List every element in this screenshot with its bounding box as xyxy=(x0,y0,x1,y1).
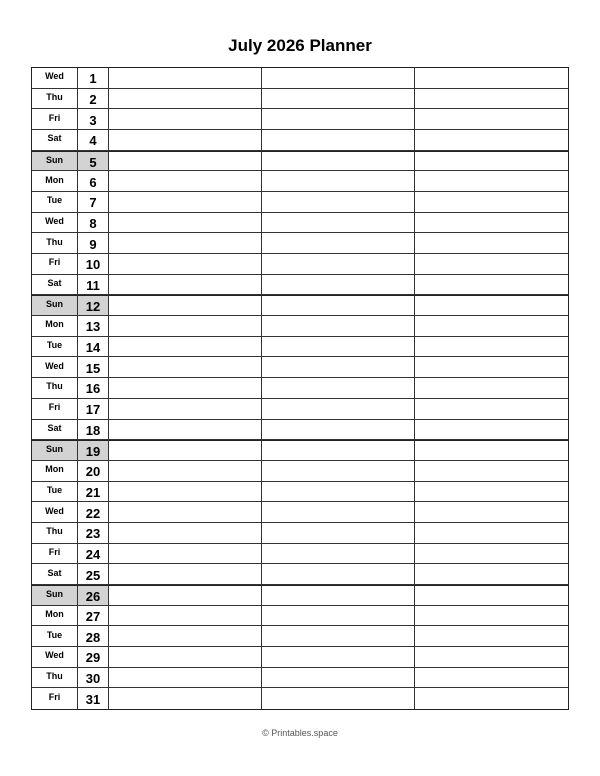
note-cell[interactable] xyxy=(262,130,415,151)
note-cell[interactable] xyxy=(415,171,568,192)
note-cell[interactable] xyxy=(109,357,262,378)
day-of-week-cell: Sun xyxy=(32,295,78,316)
note-cell[interactable] xyxy=(415,89,568,110)
note-cell[interactable] xyxy=(415,275,568,296)
note-cell[interactable] xyxy=(415,440,568,461)
day-number-cell: 5 xyxy=(78,151,109,172)
note-cell[interactable] xyxy=(415,420,568,441)
note-cell[interactable] xyxy=(109,213,262,234)
note-cell[interactable] xyxy=(109,564,262,585)
day-number-cell: 15 xyxy=(78,357,109,378)
note-cell[interactable] xyxy=(109,192,262,213)
note-cell[interactable] xyxy=(109,151,262,172)
planner-table xyxy=(31,67,569,710)
day-of-week-cell: Wed xyxy=(32,357,78,378)
note-cell[interactable] xyxy=(109,399,262,420)
note-cell[interactable] xyxy=(109,171,262,192)
day-of-week-cell: Tue xyxy=(32,482,78,503)
note-cell[interactable] xyxy=(415,502,568,523)
note-cell[interactable] xyxy=(262,151,415,172)
day-number-cell: 27 xyxy=(78,606,109,627)
note-cell[interactable] xyxy=(415,585,568,606)
day-of-week-cell: Mon xyxy=(32,316,78,337)
note-cell[interactable] xyxy=(109,461,262,482)
note-cell[interactable] xyxy=(415,482,568,503)
day-number-cell: 14 xyxy=(78,337,109,358)
day-number-cell: 26 xyxy=(78,585,109,606)
day-number-cell: 1 xyxy=(78,68,109,89)
note-cell[interactable] xyxy=(262,461,415,482)
note-cell[interactable] xyxy=(109,109,262,130)
day-of-week-cell: Sat xyxy=(32,420,78,441)
day-number-cell: 4 xyxy=(78,130,109,151)
note-cell[interactable] xyxy=(262,482,415,503)
note-cell[interactable] xyxy=(109,585,262,606)
note-cell[interactable] xyxy=(415,295,568,316)
note-cell[interactable] xyxy=(109,420,262,441)
note-cell[interactable] xyxy=(262,357,415,378)
day-number-cell: 13 xyxy=(78,316,109,337)
note-cell[interactable] xyxy=(109,606,262,627)
note-cell[interactable] xyxy=(109,68,262,89)
day-of-week-cell: Sun xyxy=(32,151,78,172)
day-of-week-cell: Wed xyxy=(32,213,78,234)
note-cell[interactable] xyxy=(262,647,415,668)
note-cell[interactable] xyxy=(262,192,415,213)
day-number-cell: 9 xyxy=(78,233,109,254)
day-number-cell: 21 xyxy=(78,482,109,503)
note-cell[interactable] xyxy=(415,688,568,709)
note-cell[interactable] xyxy=(109,544,262,565)
day-number-cell: 24 xyxy=(78,544,109,565)
day-number-cell: 22 xyxy=(78,502,109,523)
day-number-cell: 20 xyxy=(78,461,109,482)
day-number-cell: 30 xyxy=(78,668,109,689)
day-of-week-cell: Wed xyxy=(32,68,78,89)
footer-credit: © Printables.space xyxy=(262,728,338,738)
note-cell[interactable] xyxy=(262,688,415,709)
day-number-cell: 23 xyxy=(78,523,109,544)
note-cell[interactable] xyxy=(415,668,568,689)
note-cell[interactable] xyxy=(262,213,415,234)
note-cell[interactable] xyxy=(415,109,568,130)
note-cell[interactable] xyxy=(109,668,262,689)
day-number-cell: 7 xyxy=(78,192,109,213)
note-cell[interactable] xyxy=(415,461,568,482)
day-of-week-cell: Fri xyxy=(32,688,78,709)
note-cell[interactable] xyxy=(415,647,568,668)
note-cell[interactable] xyxy=(262,502,415,523)
note-cell[interactable] xyxy=(109,233,262,254)
day-of-week-cell: Sat xyxy=(32,130,78,151)
day-of-week-cell: Mon xyxy=(32,461,78,482)
day-number-cell: 18 xyxy=(78,420,109,441)
note-cell[interactable] xyxy=(109,316,262,337)
note-cell[interactable] xyxy=(262,109,415,130)
note-cell[interactable] xyxy=(262,295,415,316)
note-cell[interactable] xyxy=(262,626,415,647)
note-cell[interactable] xyxy=(415,254,568,275)
note-cell[interactable] xyxy=(109,295,262,316)
note-cell[interactable] xyxy=(262,275,415,296)
note-cell[interactable] xyxy=(415,399,568,420)
note-cell[interactable] xyxy=(415,130,568,151)
day-of-week-cell: Sun xyxy=(32,585,78,606)
note-cell[interactable] xyxy=(262,316,415,337)
note-cell[interactable] xyxy=(109,254,262,275)
day-of-week-cell: Sat xyxy=(32,564,78,585)
day-number-cell: 31 xyxy=(78,688,109,709)
note-cell[interactable] xyxy=(415,337,568,358)
note-cell[interactable] xyxy=(109,275,262,296)
day-of-week-cell: Tue xyxy=(32,626,78,647)
day-of-week-cell: Thu xyxy=(32,378,78,399)
day-number-cell: 19 xyxy=(78,440,109,461)
day-of-week-cell: Sat xyxy=(32,275,78,296)
note-cell[interactable] xyxy=(415,544,568,565)
note-cell[interactable] xyxy=(109,523,262,544)
day-number-cell: 11 xyxy=(78,275,109,296)
note-cell[interactable] xyxy=(262,585,415,606)
day-number-cell: 25 xyxy=(78,564,109,585)
day-of-week-cell: Fri xyxy=(32,399,78,420)
note-cell[interactable] xyxy=(109,440,262,461)
note-cell[interactable] xyxy=(109,502,262,523)
day-of-week-cell: Tue xyxy=(32,192,78,213)
day-of-week-cell: Thu xyxy=(32,233,78,254)
day-number-cell: 12 xyxy=(78,295,109,316)
note-cell[interactable] xyxy=(262,544,415,565)
day-of-week-cell: Fri xyxy=(32,109,78,130)
day-of-week-cell: Fri xyxy=(32,254,78,275)
note-cell[interactable] xyxy=(262,378,415,399)
note-cell[interactable] xyxy=(262,668,415,689)
day-number-cell: 2 xyxy=(78,89,109,110)
day-of-week-cell: Sun xyxy=(32,440,78,461)
note-cell[interactable] xyxy=(415,151,568,172)
day-number-cell: 28 xyxy=(78,626,109,647)
note-cell[interactable] xyxy=(109,647,262,668)
note-cell[interactable] xyxy=(415,68,568,89)
note-cell[interactable] xyxy=(262,171,415,192)
note-cell[interactable] xyxy=(109,378,262,399)
note-cell[interactable] xyxy=(262,89,415,110)
note-cell[interactable] xyxy=(415,213,568,234)
note-cell[interactable] xyxy=(415,192,568,213)
day-of-week-cell: Wed xyxy=(32,502,78,523)
day-of-week-cell: Thu xyxy=(32,668,78,689)
note-cell[interactable] xyxy=(262,254,415,275)
day-of-week-cell: Thu xyxy=(32,523,78,544)
note-cell[interactable] xyxy=(262,420,415,441)
note-cell[interactable] xyxy=(262,606,415,627)
note-cell[interactable] xyxy=(415,233,568,254)
note-cell[interactable] xyxy=(262,233,415,254)
day-number-cell: 17 xyxy=(78,399,109,420)
note-cell[interactable] xyxy=(415,606,568,627)
note-cell[interactable] xyxy=(262,564,415,585)
day-number-cell: 8 xyxy=(78,213,109,234)
day-of-week-cell: Mon xyxy=(32,606,78,627)
note-cell[interactable] xyxy=(109,626,262,647)
day-number-cell: 3 xyxy=(78,109,109,130)
note-cell[interactable] xyxy=(415,378,568,399)
note-cell[interactable] xyxy=(262,399,415,420)
day-of-week-cell: Mon xyxy=(32,171,78,192)
note-cell[interactable] xyxy=(415,564,568,585)
note-cell[interactable] xyxy=(262,440,415,461)
note-cell[interactable] xyxy=(109,337,262,358)
note-cell[interactable] xyxy=(109,89,262,110)
note-cell[interactable] xyxy=(415,357,568,378)
note-cell[interactable] xyxy=(109,688,262,709)
note-cell[interactable] xyxy=(415,316,568,337)
day-of-week-cell: Tue xyxy=(32,337,78,358)
day-of-week-cell: Wed xyxy=(32,647,78,668)
day-of-week-cell: Fri xyxy=(32,544,78,565)
note-cell[interactable] xyxy=(262,68,415,89)
note-cell[interactable] xyxy=(415,523,568,544)
note-cell[interactable] xyxy=(109,482,262,503)
note-cell[interactable] xyxy=(109,130,262,151)
note-cell[interactable] xyxy=(415,626,568,647)
page-title: July 2026 Planner xyxy=(228,36,372,55)
note-cell[interactable] xyxy=(262,523,415,544)
day-number-cell: 29 xyxy=(78,647,109,668)
day-number-cell: 10 xyxy=(78,254,109,275)
note-cell[interactable] xyxy=(262,337,415,358)
day-of-week-cell: Thu xyxy=(32,89,78,110)
day-number-cell: 16 xyxy=(78,378,109,399)
day-number-cell: 6 xyxy=(78,171,109,192)
